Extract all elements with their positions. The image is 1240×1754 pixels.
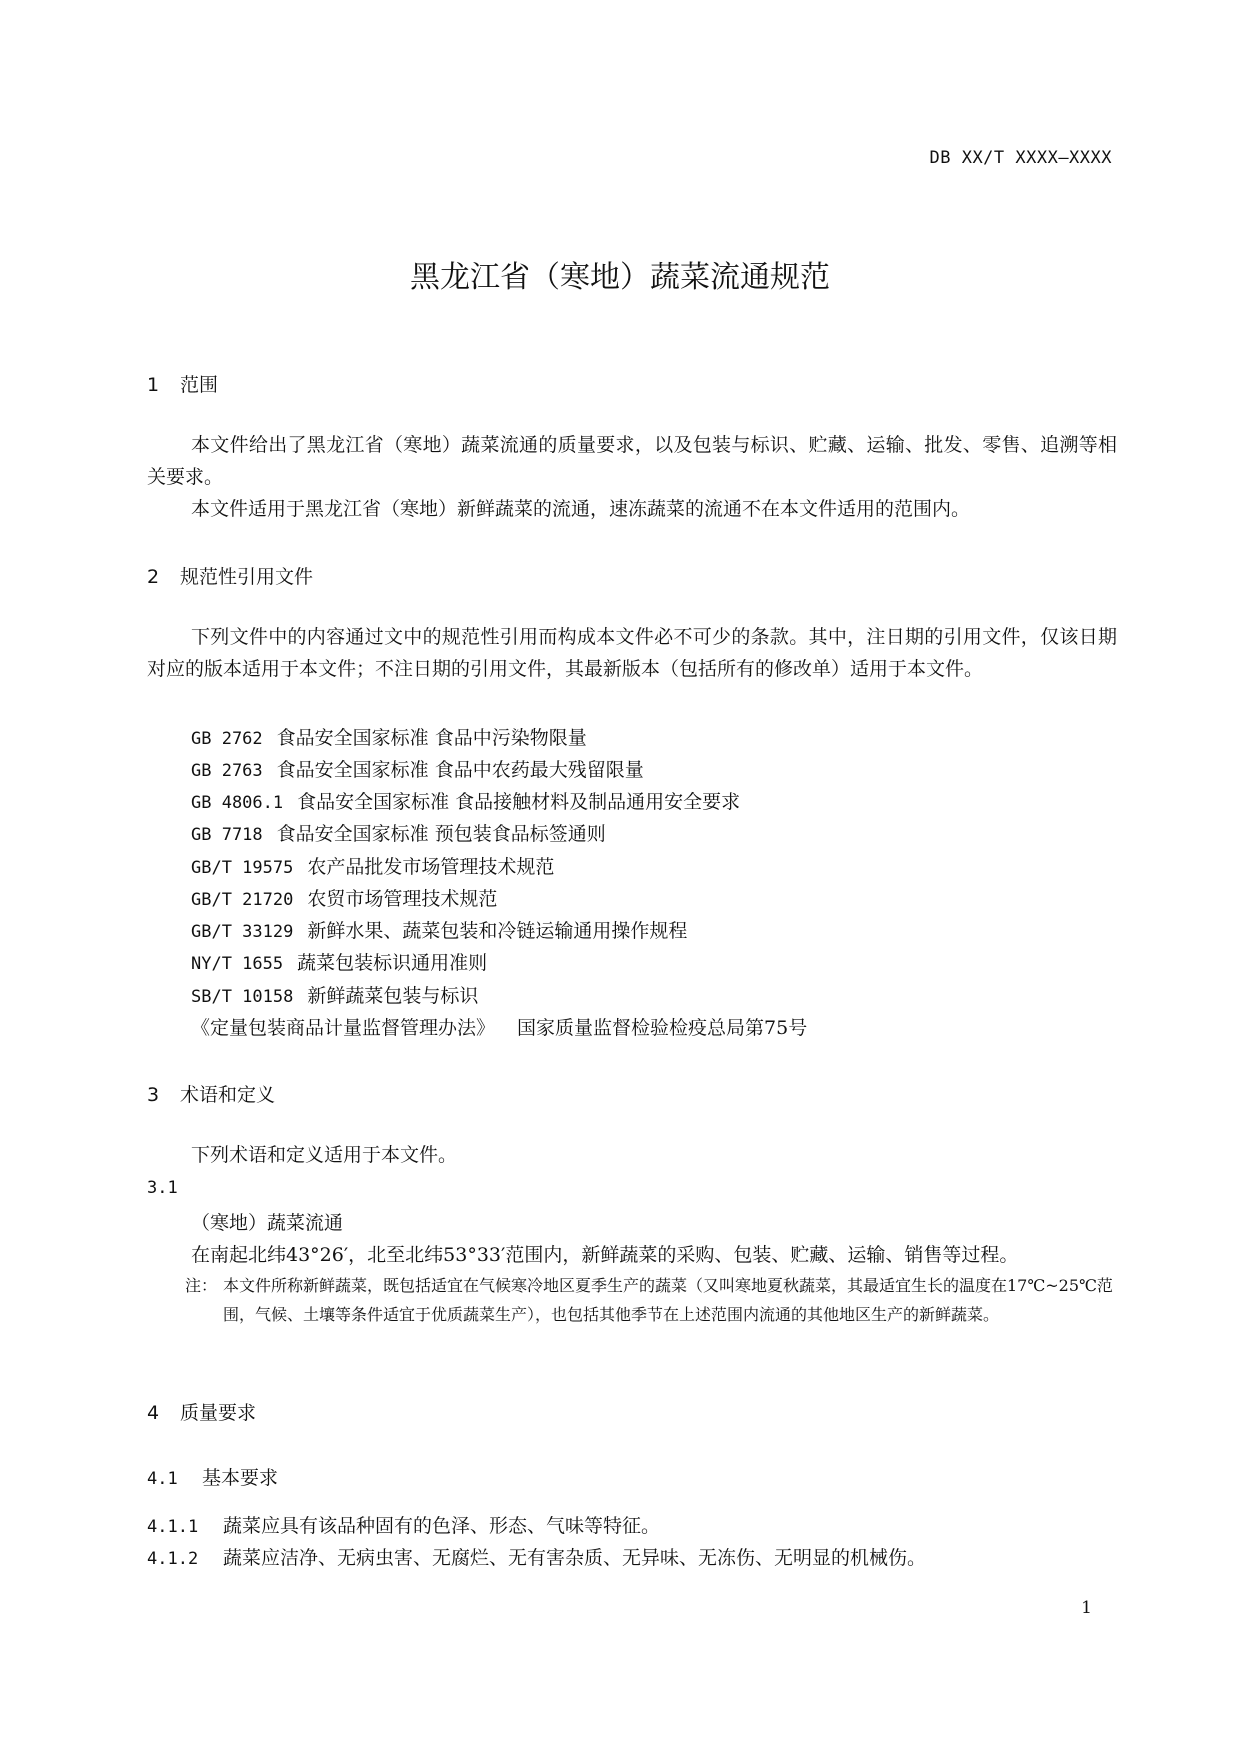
reference-code: NY/T 1655 (191, 954, 284, 974)
reference-code: GB 7718 (191, 825, 263, 845)
standard-number: DB XX/T XXXX—XXXX (929, 148, 1112, 168)
reference-title: 食品安全国家标准 食品接触材料及制品通用安全要求 (297, 791, 741, 813)
section-4-heading (147, 1398, 256, 1425)
reference-code: GB/T 19575 (191, 858, 294, 878)
reference-code: GB 4806.1 (191, 793, 284, 813)
page-number: 1 (1081, 1598, 1092, 1618)
reference-title: 农贸市场管理技术规范 (307, 888, 498, 910)
term-note (185, 1271, 1117, 1329)
section-number: 3 (147, 1084, 160, 1106)
section-3-heading (147, 1080, 275, 1107)
scope-paragraph-1: 本文件给出了黑龙江省（寒地）蔬菜流通的质量要求，以及包装与标识、贮藏、运输、批发、零售、追溯等相关要求。 (147, 434, 1117, 488)
term-definition: 在南起北纬43°26′，北至北纬53°33′范围内，新鲜蔬菜的采购、包装、贮藏、运输、销售等过程。 (191, 1244, 1019, 1266)
document-title: 黑龙江省（寒地）蔬菜流通规范 (410, 260, 830, 295)
reference-title: 国家质量监督检验检疫总局第75号 (517, 1017, 808, 1039)
clause-item (147, 1543, 926, 1570)
reference-code: SB/T 10158 (191, 987, 294, 1007)
clause-text: 蔬菜应洁净、无病虫害、无腐烂、无有害杂质、无异味、无冻伤、无明显的机械伤。 (223, 1547, 927, 1569)
note-label: 注： (185, 1276, 218, 1295)
reference-title: 食品安全国家标准 食品中污染物限量 (276, 727, 587, 749)
reference-item (191, 723, 587, 750)
reference-title: 农产品批发市场管理技术规范 (307, 856, 555, 878)
reference-item (191, 884, 497, 911)
reference-item (191, 755, 644, 782)
reference-title: 新鲜水果、蔬菜包装和冷链运输通用操作规程 (307, 920, 688, 942)
references-intro: 下列文件中的内容通过文中的规范性引用而构成本文件必不可少的条款。其中，注日期的引用文件，仅该日期对应的版本适用于本文件；不注日期的引用文件，其最新版本（包括所有的修改单）适用于本文件。 (147, 626, 1117, 680)
clause-item (147, 1511, 660, 1538)
reference-item (191, 787, 740, 814)
reference-item (191, 852, 554, 879)
section-number: 2 (147, 566, 160, 588)
reference-title: 食品安全国家标准 食品中农药最大残留限量 (276, 759, 644, 781)
section-1-heading (147, 370, 218, 397)
clause-number: 4.1.1 (147, 1517, 199, 1537)
section-2-heading (147, 562, 313, 589)
section-number: 4 (147, 1402, 160, 1424)
clause-number: 4.1.2 (147, 1549, 199, 1569)
reference-code: GB 2762 (191, 729, 263, 749)
subsection-4-1-heading (147, 1463, 278, 1490)
section-title: 质量要求 (180, 1402, 257, 1424)
section-title: 术语和定义 (180, 1084, 276, 1106)
reference-title: 食品安全国家标准 预包装食品标签通则 (276, 823, 606, 845)
reference-code: 《定量包装商品计量监督管理办法》 (191, 1017, 496, 1039)
section-title: 范围 (180, 374, 219, 396)
term-name: （寒地）蔬菜流通 (191, 1212, 344, 1234)
term-number: 3.1 (147, 1178, 178, 1198)
section-title: 规范性引用文件 (180, 566, 314, 588)
reference-code: GB/T 21720 (191, 890, 294, 910)
subsection-title: 基本要求 (202, 1467, 279, 1489)
reference-item (191, 916, 687, 943)
reference-item (191, 819, 606, 846)
reference-item (191, 948, 487, 975)
subsection-number: 4.1 (147, 1469, 178, 1489)
reference-code: GB 2763 (191, 761, 263, 781)
reference-title: 新鲜蔬菜包装与标识 (307, 985, 479, 1007)
clause-text: 蔬菜应具有该品种固有的色泽、形态、气味等特征。 (223, 1515, 661, 1537)
reference-item (191, 1013, 807, 1040)
section-number: 1 (147, 374, 160, 396)
scope-paragraph-2: 本文件适用于黑龙江省（寒地）新鲜蔬菜的流通，速冻蔬菜的流通不在本文件适用的范围内。 (191, 498, 971, 520)
reference-title: 蔬菜包装标识通用准则 (297, 952, 488, 974)
reference-item (191, 981, 478, 1008)
reference-code: GB/T 33129 (191, 922, 294, 942)
terms-intro: 下列术语和定义适用于本文件。 (191, 1144, 458, 1166)
note-text: 本文件所称新鲜蔬菜，既包括适宜在气候寒冷地区夏季生产的蔬菜（又叫寒地夏秋蔬菜，其最适宜生长的温度在17℃~25℃范围，气候、土壤等条件适宜于优质蔬菜生产），也包括其他季节在上述范围内流通的其他地区生产的新鲜蔬菜。 (223, 1276, 1113, 1324)
